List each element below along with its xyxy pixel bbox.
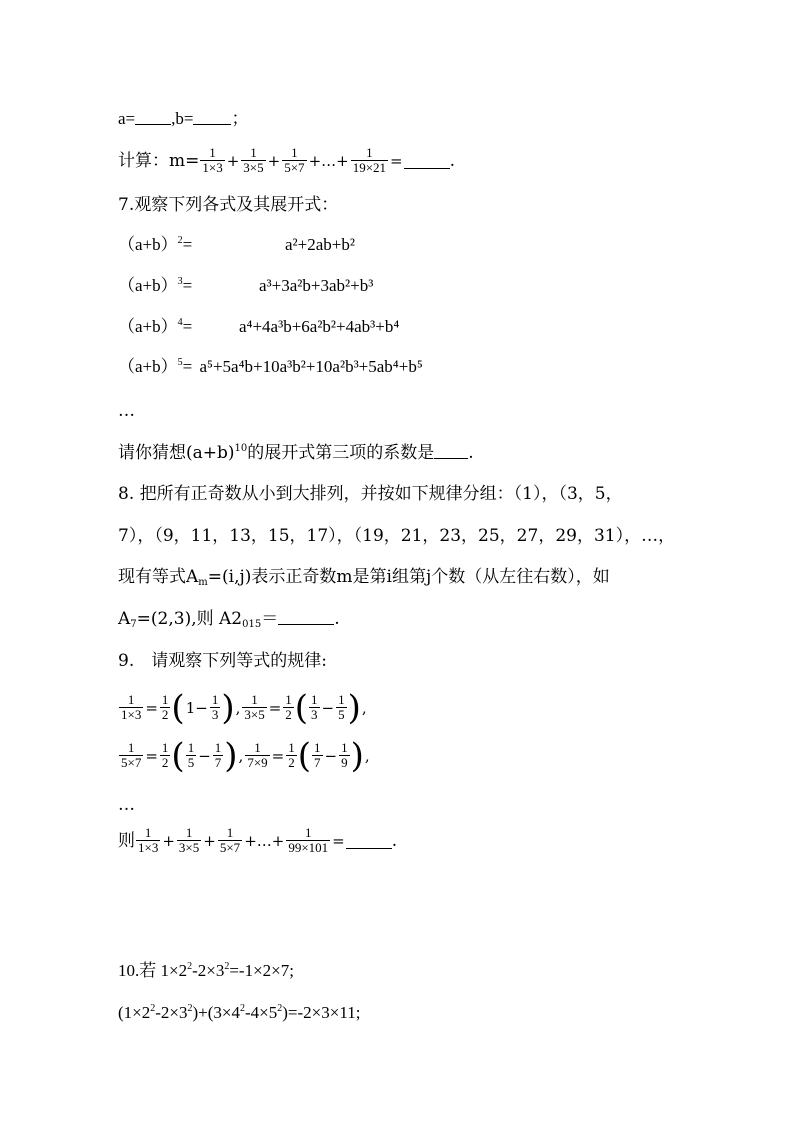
b-label: ,b=	[171, 109, 194, 128]
blank-m	[404, 153, 450, 169]
fraction: $\frac{1}{5\times 7}$	[219, 825, 241, 855]
fraction: $\frac{1}{5\times 7}$	[284, 145, 305, 175]
dots: +…+	[308, 151, 349, 170]
answer-line-ab	[118, 108, 248, 130]
q7-row-1: $(a+b)^2=$ a²+2ab+b²	[118, 235, 355, 254]
blank-q8	[278, 609, 334, 625]
q9-final-line: 则 $\frac{1}{1\times 3}$ + $\frac{1}{3\times 5}$ + $\frac{1}{5\times 7}$ +…+ $\frac{1}{99\times 101}$ = .	[118, 825, 398, 855]
q10-line-2: $(1\times 2^2-2\times 3^2)+(3\times 4^2-4\times 5^2)=-2\times 3\times 11$;	[118, 1003, 361, 1022]
q7-rhs-4: a⁵+5a⁴b+10a³b²+10a²b³+5ab⁴+b⁵	[199, 357, 423, 376]
a-label: a=	[118, 109, 136, 128]
q7-title: 7.观察下列各式及其展开式：	[118, 195, 339, 215]
blank-a	[135, 109, 171, 125]
q7-rhs-2: a³+3a²b+3ab²+b³	[259, 276, 374, 295]
q9-identity-row-1: $\frac{1}{1\times 3}$ = $\frac{1}{2}$ ( 1− $\frac{1}{3}$ ) , $\frac{1}{3\times 5}$ = $\frac{1}{2}$ ( $\frac{1}{3}$ − $\frac{1}{5}$ ) ,	[121, 687, 367, 728]
blank-q7	[434, 443, 468, 459]
q7-row-2: $(a+b)^3=$ a³+3a²b+3ab²+b³	[118, 276, 374, 295]
fraction: $\frac{1}{3\times 5}$	[178, 825, 200, 855]
q7-question: 请你猜想$(a+b)^{10}$的展开式第三项的系数是 .	[118, 443, 474, 463]
line-tail: ；	[231, 109, 249, 128]
fraction: $\frac{1}{3\times 5}$	[243, 145, 264, 175]
fraction: $\frac{1}{1\times 3}$	[138, 825, 159, 855]
q7-row-4: $(a+b)^5= a^5+5a^4b+10a^3b^2+10a^2b^3+5ab^4+b^5$	[118, 357, 423, 376]
q9-identity-row-2: $\frac{1}{5\times 7}$ = $\frac{1}{2}$ ( $\frac{1}{5}$ − $\frac{1}{7}$ ) , $\frac{1}{7\times 9}$ = $\frac{1}{2}$ ( $\frac{1}{7}$ − $\frac{1}{9}$ ) ,	[121, 735, 370, 776]
q8-line-4: $A_7=(2,3)$,则 $A2_{015}=$ .	[118, 609, 340, 630]
fraction: $\frac{1}{19\times 21}$	[352, 145, 387, 175]
q9-ellipsis: …	[118, 795, 135, 815]
q8-line-1: 8. 把所有正奇数从小到大排列，并按如下规律分组：（1），（3，5，	[118, 484, 623, 504]
fraction: $\frac{1}{1\times 3}$	[202, 145, 223, 175]
q7-rhs-3: a⁴+4a³b+6a²b²+4ab³+b⁴	[239, 317, 400, 336]
q7-rhs-1: a²+2ab+b²	[285, 235, 355, 254]
blank-q9	[346, 833, 392, 849]
q10-line-1: 10.若 $1\times 2^2-2\times 3^2=-1\times 2\times 7$;	[118, 961, 294, 980]
blank-b	[193, 109, 231, 125]
q9-title: 9. 请观察下列等式的规律:	[118, 651, 327, 671]
q7-ellipsis: …	[118, 401, 135, 421]
q8-line-2: 7），（9，11，13，15，17），（19，21，23，25，27，29，31），…，	[118, 526, 676, 546]
q7-row-3: $(a+b)^4=$ a⁴+4a³b+6a²b²+4ab³+b⁴	[118, 317, 400, 336]
calc-prefix: 计算：m=	[118, 150, 200, 171]
fraction: $\frac{1}{99\times 101}$	[288, 825, 329, 855]
calc-m-line: 计算：m= $\frac{1}{1\times 3}$ + $\frac{1}{3\times 5}$ + $\frac{1}{5\times 7}$ +…+ $\frac{1}{19\times 21}$ = .	[118, 145, 456, 175]
q8-line-3: 现有等式$A_m=(i,j)$表示正奇数m是第i组第j个数（从左往右数），如	[118, 567, 610, 588]
